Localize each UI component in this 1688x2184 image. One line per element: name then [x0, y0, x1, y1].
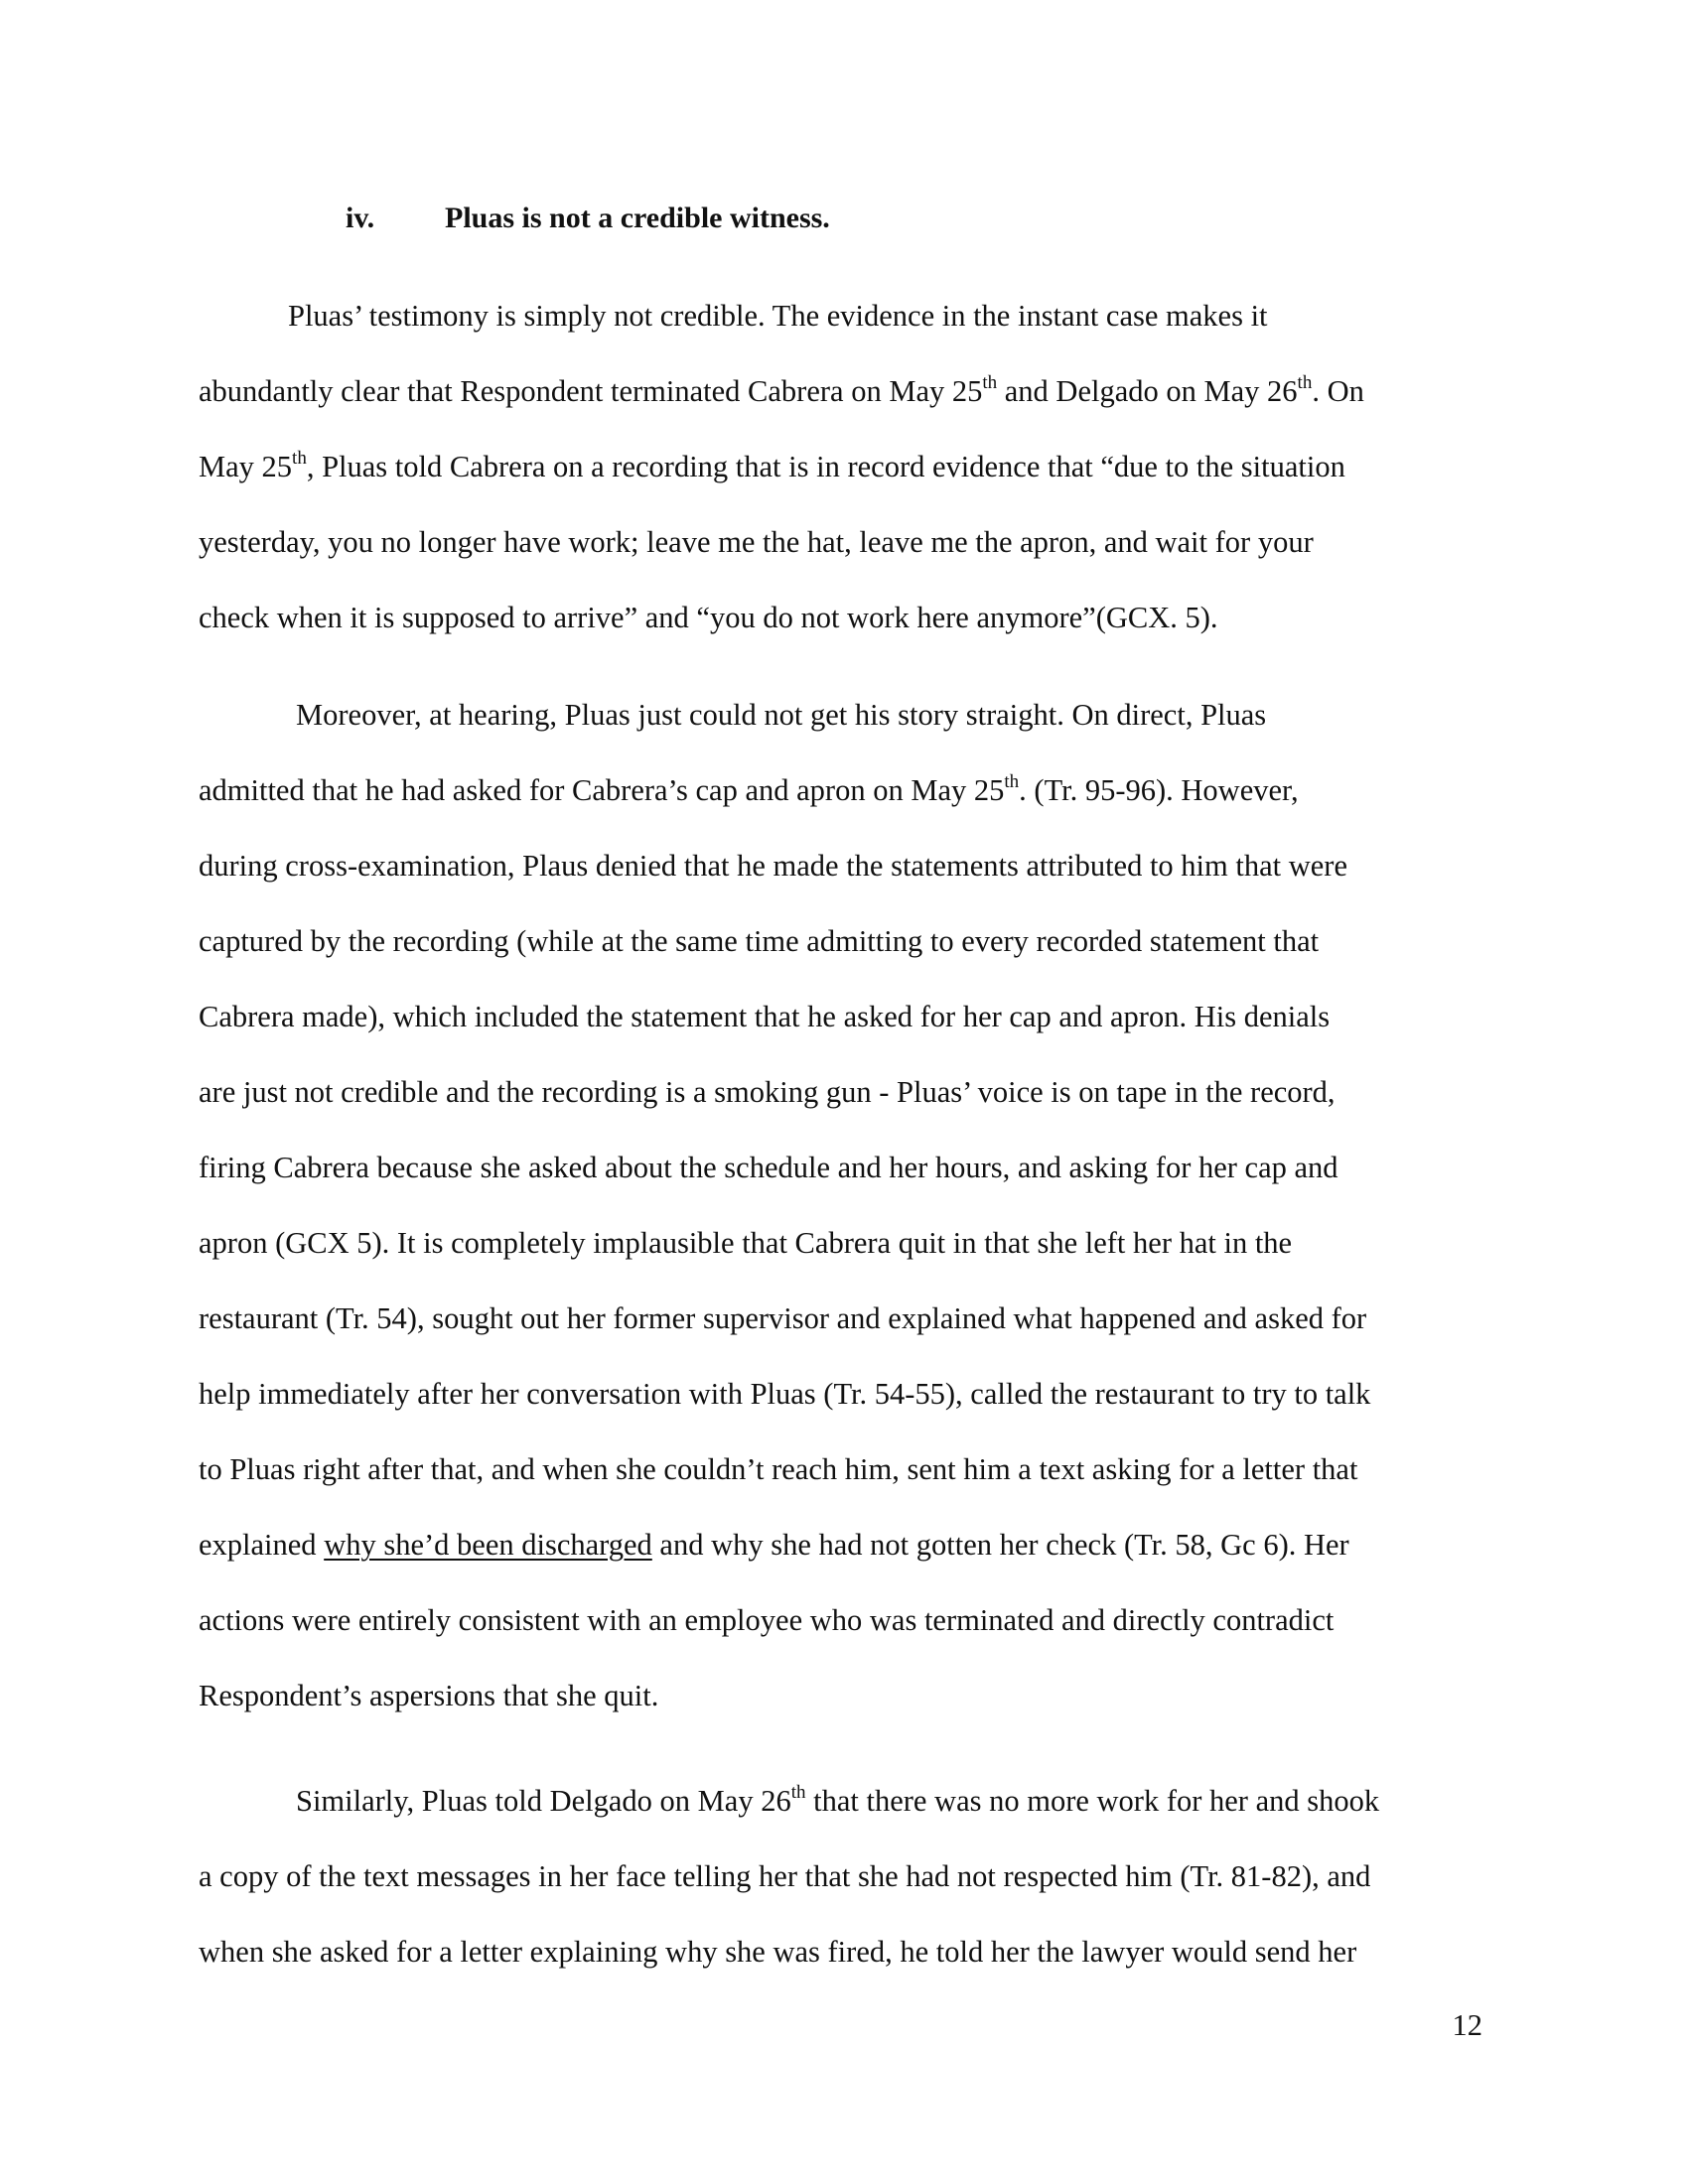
text-line: Respondent’s aspersions that she quit.: [199, 1679, 659, 1712]
text-line: explained why she’d been discharged and why she had not gotten her check (Tr. 58, Gc 6). Her: [199, 1528, 1349, 1562]
text-line: Similarly, Pluas told Delgado on May 26th that there was no more work for her and shook: [296, 1781, 1380, 1818]
superscript: th: [1004, 770, 1020, 792]
text-line: help immediately after her conversation with Pluas (Tr. 54-55), called the restaurant to try to talk: [199, 1377, 1371, 1411]
paragraph-delgado: [199, 1763, 1484, 1989]
text-line: apron (GCX 5). It is completely implausible that Cabrera quit in that she left her hat in the: [199, 1226, 1293, 1260]
text-line: abundantly clear that Respondent terminated Cabrera on May 25th and Delgado on May 26th. On: [199, 371, 1364, 408]
text-line: when she asked for a letter explaining why she was fired, he told her the lawyer would send her: [199, 1935, 1357, 1969]
section-number: iv.: [346, 202, 375, 234]
text-line: to Pluas right after that, and when she couldn’t reach him, sent him a text asking for a letter that: [199, 1452, 1358, 1486]
text-line: check when it is supposed to arrive” and “you do not work here anymore”(GCX. 5).: [199, 601, 1218, 634]
superscript: th: [790, 1781, 806, 1803]
section-heading: [346, 199, 830, 238]
text-line: are just not credible and the recording is a smoking gun - Pluas’ voice is on tape in the record,: [199, 1075, 1336, 1109]
text-line: yesterday, you no longer have work; leave me the hat, leave me the apron, and wait for your: [199, 525, 1314, 559]
superscript: th: [1297, 371, 1313, 393]
text-line: Cabrera made), which included the statement that he asked for her cap and apron. His denials: [199, 1000, 1331, 1033]
text-line: a copy of the text messages in her face telling her that she had not respected him (Tr. 81-82), and: [199, 1859, 1371, 1893]
text-line: admitted that he had asked for Cabrera’s cap and apron on May 25th. (Tr. 95-96). However,: [199, 770, 1299, 807]
superscript: th: [982, 371, 998, 393]
text-line: actions were entirely consistent with an employee who was terminated and directly contradict: [199, 1603, 1335, 1637]
page-number: 12: [1452, 2008, 1482, 2042]
text-line: firing Cabrera because she asked about the schedule and her hours, and asking for her cap and: [199, 1151, 1338, 1184]
text-line: restaurant (Tr. 54), sought out her former supervisor and explained what happened and asked for: [199, 1301, 1367, 1335]
superscript: th: [292, 447, 307, 469]
text-line: during cross-examination, Plaus denied that he made the statements attributed to him that were: [199, 849, 1347, 883]
text-line: captured by the recording (while at the same time admitting to every recorded statement that: [199, 924, 1320, 958]
text-line: May 25th, Pluas told Cabrera on a recording that is in record evidence that “due to the situation: [199, 447, 1345, 483]
section-title: Pluas is not a credible witness.: [445, 202, 830, 234]
paragraph-credibility: [199, 278, 1484, 655]
underlined-phrase: why she’d been discharged: [324, 1528, 652, 1562]
text-line: Pluas’ testimony is simply not credible. The evidence in the instant case makes it: [288, 299, 1268, 333]
paragraph-testimony: [199, 677, 1484, 1733]
text-line: Moreover, at hearing, Pluas just could not get his story straight. On direct, Pluas: [296, 698, 1267, 732]
